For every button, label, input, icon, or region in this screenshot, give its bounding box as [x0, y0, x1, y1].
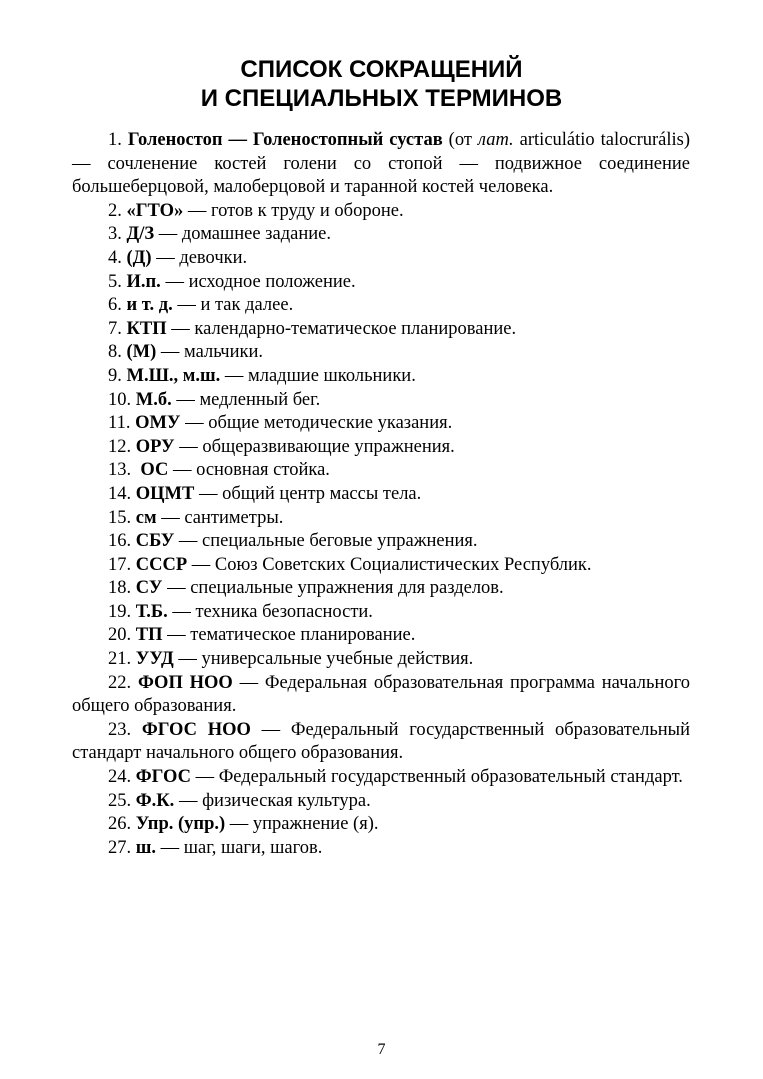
item-number: 25. — [108, 790, 132, 811]
list-item — [72, 412, 690, 436]
item-number: 27. — [108, 837, 132, 858]
item-number: 11. — [108, 413, 131, 434]
item-number: 17. — [108, 554, 132, 575]
list-item — [72, 672, 690, 719]
item-number: 18. — [108, 578, 132, 599]
list-item — [72, 271, 690, 295]
item-term: Голеностоп — Голеностопный сустав — [127, 130, 443, 150]
item-definition: — техника безопасности. — [167, 601, 373, 622]
page-number: 7 — [377, 1041, 386, 1058]
list-item — [72, 766, 690, 790]
item-number: 21. — [108, 649, 132, 670]
item-term: М.б. — [135, 389, 172, 410]
list-item — [72, 601, 690, 625]
item-term: М.Ш., м.ш. — [126, 365, 221, 386]
item-definition: — готов к труду и обороне. — [183, 200, 404, 221]
item-definition: — специальные беговые упражнения. — [174, 531, 478, 552]
item-term: СУ — [135, 578, 163, 599]
list-item — [72, 837, 690, 861]
item-term: ОЦМТ — [135, 483, 195, 504]
item-term: Упр. (упр.) — [135, 814, 226, 835]
item-definition: — тематическое планирование. — [162, 625, 416, 646]
list-item — [72, 247, 690, 271]
item-term: (Д) — [126, 247, 152, 268]
list-item — [72, 790, 690, 814]
item-definition: — универсальные учебные действия. — [173, 649, 474, 670]
item-definition: — мальчики. — [156, 342, 263, 363]
item-term: ФГОС — [135, 767, 191, 788]
item-definition: — Федеральный государственный образовательный стандарт начального общего образования. — [72, 719, 690, 764]
item-number: 22. — [108, 672, 132, 693]
item-definition: — Федеральный государственный образовательный стандарт. — [190, 767, 683, 788]
item-definition: — медленный бег. — [171, 389, 321, 410]
item-number: 10. — [108, 389, 132, 410]
item-number: 26. — [108, 814, 132, 835]
list-item — [72, 318, 690, 342]
item-term: ТП — [135, 625, 163, 646]
abbreviation-list — [72, 129, 690, 860]
item-definition: — общие методические указания. — [180, 413, 453, 434]
item-number: 16. — [108, 531, 132, 552]
list-item — [72, 389, 690, 413]
list-item — [72, 129, 690, 200]
page-title-line-2: И СПЕЦИАЛЬНЫХ ТЕРМИНОВ — [200, 85, 563, 112]
item-term: (М) — [126, 342, 157, 363]
item-term: ОРУ — [135, 436, 175, 457]
item-number: 3. — [108, 224, 122, 245]
item-term: см — [135, 507, 157, 528]
item-definition-start: (от — [442, 130, 478, 150]
list-item — [72, 719, 690, 766]
item-term: Д/З — [126, 224, 155, 245]
list-item — [72, 341, 690, 365]
list-item — [72, 459, 690, 483]
item-number: 12. — [108, 436, 132, 457]
list-item — [72, 530, 690, 554]
item-number: 14. — [108, 483, 132, 504]
item-number: 2. — [108, 200, 122, 221]
page-title-line-1: СПИСОК СОКРАЩЕНИЙ — [240, 56, 523, 83]
item-term: Ф.К. — [135, 790, 175, 811]
item-definition: — домашнее задание. — [154, 224, 331, 245]
item-number: 24. — [108, 767, 132, 788]
item-number: 20. — [108, 625, 132, 646]
item-definition: — и так далее. — [172, 295, 294, 316]
item-definition: articulátio talocrurális) — сочленение костей голени со стопой — подвижное соединение большеберцовой, малоберцовой и таранной костей человека. — [72, 130, 691, 198]
item-definition: — младшие школьники. — [220, 365, 416, 386]
item-number: 6. — [108, 295, 122, 316]
item-definition: — Федеральная образовательная программа начального общего образования. — [72, 672, 691, 717]
item-number: 13. — [108, 460, 132, 481]
item-definition: — календарно-тематическое планирование. — [166, 318, 517, 339]
item-definition: — общий центр массы тела. — [194, 483, 422, 504]
item-term: И.п. — [126, 271, 161, 292]
list-item — [72, 365, 690, 389]
item-number: 15. — [108, 507, 132, 528]
item-term: и т. д. — [126, 295, 173, 316]
item-term: ОМУ — [135, 413, 181, 434]
item-number: 4. — [108, 247, 122, 268]
item-term: ОС — [140, 460, 169, 481]
item-number: 19. — [108, 601, 132, 622]
list-item — [72, 294, 690, 318]
item-definition: — специальные упражнения для разделов. — [162, 578, 504, 599]
list-item — [72, 813, 690, 837]
item-definition: — общеразвивающие упражнения. — [174, 436, 455, 457]
item-definition: — шаг, шаги, шагов. — [156, 837, 323, 858]
list-item — [72, 436, 690, 460]
item-definition: — сантиметры. — [156, 507, 284, 528]
item-number: 9. — [108, 365, 122, 386]
item-term: СССР — [135, 554, 188, 575]
list-item — [72, 483, 690, 507]
item-term: ФГОС НОО — [141, 719, 251, 740]
item-term: ш. — [135, 837, 156, 858]
item-term: ФОП НОО — [137, 672, 233, 693]
item-term: УУД — [135, 649, 174, 670]
item-term: СБУ — [135, 531, 175, 552]
item-number: 23. — [108, 719, 132, 740]
list-item — [72, 200, 690, 224]
item-language-note: лат. — [477, 130, 514, 150]
item-number: 8. — [108, 342, 122, 363]
item-definition: — основная стойка. — [168, 460, 330, 481]
item-number: 7. — [108, 318, 122, 339]
item-term: КТП — [126, 318, 167, 339]
list-item — [72, 577, 690, 601]
item-definition: — исходное положение. — [160, 271, 356, 292]
list-item — [72, 554, 690, 578]
page-title — [0, 55, 763, 113]
item-definition: — Союз Советских Социалистических Республик. — [187, 554, 592, 575]
item-term: «ГТО» — [126, 200, 184, 221]
item-definition: — физическая культура. — [174, 790, 371, 811]
item-definition: — девочки. — [151, 247, 248, 268]
list-item — [72, 624, 690, 648]
item-number: 1. — [108, 130, 122, 150]
item-term: Т.Б. — [135, 601, 168, 622]
list-item — [72, 223, 690, 247]
item-number: 5. — [108, 271, 122, 292]
item-definition: — упражнение (я). — [225, 814, 379, 835]
list-item — [72, 507, 690, 531]
list-item — [72, 648, 690, 672]
